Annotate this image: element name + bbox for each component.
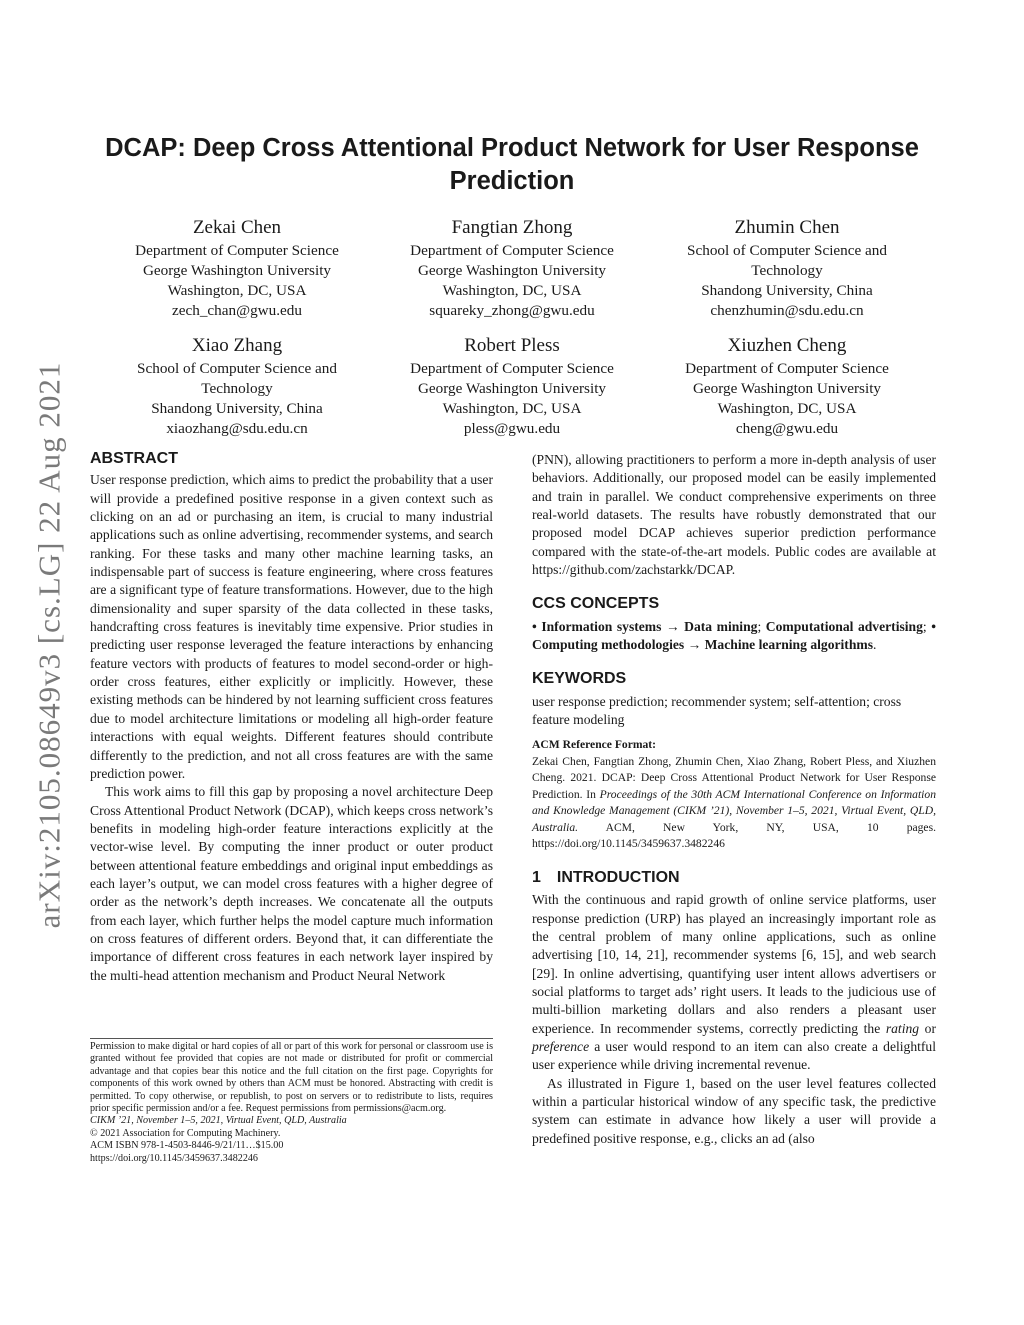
keywords-text: user response prediction; recommender system; self-attention; cross feature modeling [532, 693, 902, 728]
author-email[interactable]: chenzhumin@sdu.edu.cn [710, 302, 864, 319]
separator: ; [757, 618, 762, 634]
ccs-term: Computational advertising [765, 618, 923, 634]
author-affiliation: School of Computer Science and [137, 360, 337, 377]
author-affiliation: Washington, DC, USA [442, 282, 582, 299]
author-block [112, 216, 362, 321]
author-email[interactable]: zech_chan@gwu.edu [172, 302, 302, 319]
isbn-line: ACM ISBN 978-1-4503-8446-9/21/11…$15.00 [90, 1140, 284, 1152]
ccs-term: Machine learning algorithms [704, 637, 873, 653]
right-column [532, 451, 936, 1148]
abstract-heading: ABSTRACT [90, 450, 178, 467]
reference-text: Zekai Chen, Fangtian Zhong, Zhumin Chen, Xiao Zhang, Robert Pless, and Xiuzhen Cheng. 2021. DCAP: Deep Cross Attentional Product Network for User Response Prediction. In [532, 754, 936, 801]
author-name: Xiao Zhang [191, 335, 283, 356]
abstract-paragraph: This work aims to fill this gap by proposing a novel architecture Deep Cross Attentional Product Network (DCAP), which keeps cross network’s benefits in modeling high-order feature interactions explicitly at the vector-wise level. By computing the inner product or outer product between attentional feature embeddings and original input embeddings as each layer’s output, we can model cross features with a higher degree of order as the network’s depth increases. We concatenate all the outputs from each layer, which further helps the model capture much information on cross features of different orders. Beyond that, it can differentiate the importance of different cross features in each network layer inspired by the multi-head attention mechanism and Product Neural Network [90, 784, 493, 983]
ccs-term: Information systems [541, 618, 662, 634]
author-block [662, 334, 912, 439]
author-affiliation: Washington, DC, USA [442, 400, 582, 417]
separator: . [873, 637, 877, 653]
intro-text: a user would respond to an item can also create a delightful user experience while driving incremental revenue. [532, 1039, 936, 1073]
intro-heading [532, 869, 936, 887]
conference-line: CIKM ’21, November 1–5, 2021, Virtual Event, QLD, Australia [90, 1115, 347, 1127]
author-affiliation: Department of Computer Science [135, 242, 339, 259]
author-email[interactable]: squareky_zhong@gwu.edu [429, 302, 595, 319]
abstract-continuation: (PNN), allowing practitioners to perform a more in-depth analysis of user behaviors. Additionally, our proposed model can be easily implemented and train in parallel. We conduct comprehensive experiments on three real-world datasets. The results have robustly demonstrated that our proposed model DCAP achieves superior prediction performance compared with the state-of-the-art models. Public codes are available at https://github.com/zachstarkk/DCAP. [532, 452, 936, 578]
emphasis: preference [532, 1039, 590, 1055]
author-block [112, 334, 362, 439]
author-affiliation: Washington, DC, USA [717, 400, 857, 417]
author-email[interactable]: cheng@gwu.edu [735, 420, 839, 437]
intro-text: With the continuous and rapid growth of online service platforms, user response prediction (URP) has played an increasingly important role as the central problem of many online applications, such as online advertising [10, 14, 21], recommender systems [6, 15], and web search [29]. In online advertising, quantifying user intent allows advertisers or social platforms to target ads’ right users. It leads to the judicious use of multi-billion marketing dollars and also renders a pleasant user experience. In recommender systems, correctly predicting the [532, 892, 936, 1036]
left-column [90, 450, 493, 985]
author-name: Xiuzhen Cheng [727, 335, 847, 356]
intro-paragraph [532, 891, 936, 1074]
author-affiliation: George Washington University [417, 262, 607, 279]
arrow-icon: → [665, 618, 680, 634]
author-name: Fangtian Zhong [451, 217, 573, 238]
author-name: Zekai Chen [192, 217, 282, 238]
acm-reference [532, 737, 936, 853]
reference-text: ACM, New York, NY, USA, 10 pages. https://doi.org/10.1145/3459637.3482246 [532, 820, 936, 851]
abstract-paragraph: User response prediction, which aims to predict the probability that a user will provide a predefined positive response in a given context such as clicking on an ad or purchasing an item, is crucial to many industrial applications such as online advertising, recommender systems, and search ranking. For these tasks and many other machine learning tasks, an indispensable part of success is feature engineering, where cross features are a significant type of feature transformations. However, due to the high dimensionality and super sparsity of the data collected in these tasks, handcrafting cross features is inevitably time expensive. Prior studies in predicting user response leveraged the feature interactions by enhancing feature vectors with products of features to model second-order or high-order cross features, either explicitly or implicitly. However, these existing methods can be hindered by not learning sufficient cross features due to model architecture limitations or modeling all high-order feature interactions with equal weights. Different features should contribute differently to the prediction, and not all cross features are with the same prediction power. [90, 472, 493, 781]
author-affiliation: Shandong University, China [701, 282, 873, 299]
section-title: INTRODUCTION [556, 868, 680, 886]
ccs-term: Data mining [684, 618, 758, 634]
separator: ; [922, 618, 927, 634]
author-affiliation: George Washington University [417, 380, 607, 397]
reference-venue: Proceedings of the 30th ACM International Conference on Information and Knowledge Management (CIKM ’21), November 1–5, 2021, Virtual Event, QLD, Australia. [532, 787, 936, 834]
intro-paragraph: As illustrated in Figure 1, based on the user level features collected within a particular historical window of any specific task, the predictive system can estimate in advance how likely a user will provide a predefined positive response, e.g., clicks an ad (also [532, 1075, 936, 1146]
author-affiliation: Department of Computer Science [410, 242, 614, 259]
author-affiliation: Department of Computer Science [685, 360, 889, 377]
reference-heading: ACM Reference Format: [532, 738, 657, 752]
copyright-line: © 2021 Association for Computing Machinery. [90, 1127, 281, 1139]
arxiv-stamp [31, 345, 67, 945]
author-affiliation: Technology [751, 262, 823, 279]
author-block [662, 216, 912, 321]
author-affiliation: George Washington University [692, 380, 882, 397]
author-email[interactable]: pless@gwu.edu [463, 420, 561, 437]
ccs-heading: CCS CONCEPTS [532, 595, 660, 613]
author-affiliation: Department of Computer Science [410, 360, 614, 377]
emphasis: rating [885, 1020, 920, 1036]
section-number: 1 [532, 868, 541, 886]
ccs-concepts [532, 618, 936, 655]
arxiv-stamp-text: arXiv:2105.08649v3 [cs.LG] 22 Aug 2021 [31, 361, 67, 929]
keywords-heading: KEYWORDS [532, 670, 627, 688]
arrow-icon: → [687, 637, 702, 653]
bullet: • [532, 618, 537, 634]
author-affiliation: Washington, DC, USA [167, 282, 307, 299]
author-affiliation: Shandong University, China [151, 400, 323, 417]
ccs-term: Computing methodologies [532, 637, 685, 653]
bullet: • [931, 618, 937, 634]
author-affiliation: George Washington University [142, 262, 332, 279]
author-name: Zhumin Chen [734, 217, 840, 238]
author-name: Robert Pless [464, 335, 560, 356]
permission-text: Permission to make digital or hard copies of all or part of this work for personal or classroom use is granted without fee provided that copies are not made or distributed for profit or commercial advantage and that copies bear this notice and the full citation on the first page. Copyrights for components of this work owned by others than ACM must be honored. Abstracting with credit is permitted. To copy otherwise, or republish, to post on servers or to redistribute to lists, requires prior specific permission and/or a fee. Request permissions from permissions@acm.org. [90, 1041, 493, 1115]
author-block [387, 216, 637, 321]
author-block [387, 334, 637, 439]
author-affiliation: School of Computer Science and [687, 242, 887, 259]
intro-text: or [919, 1020, 936, 1036]
permission-footnote [90, 1038, 493, 1165]
paper-title: DCAP: Deep Cross Attentional Product Network for User Response Prediction [105, 134, 919, 195]
author-email[interactable]: xiaozhang@sdu.edu.cn [166, 420, 308, 437]
doi-link[interactable]: https://doi.org/10.1145/3459637.3482246 [90, 1152, 258, 1164]
author-affiliation: Technology [201, 380, 273, 397]
